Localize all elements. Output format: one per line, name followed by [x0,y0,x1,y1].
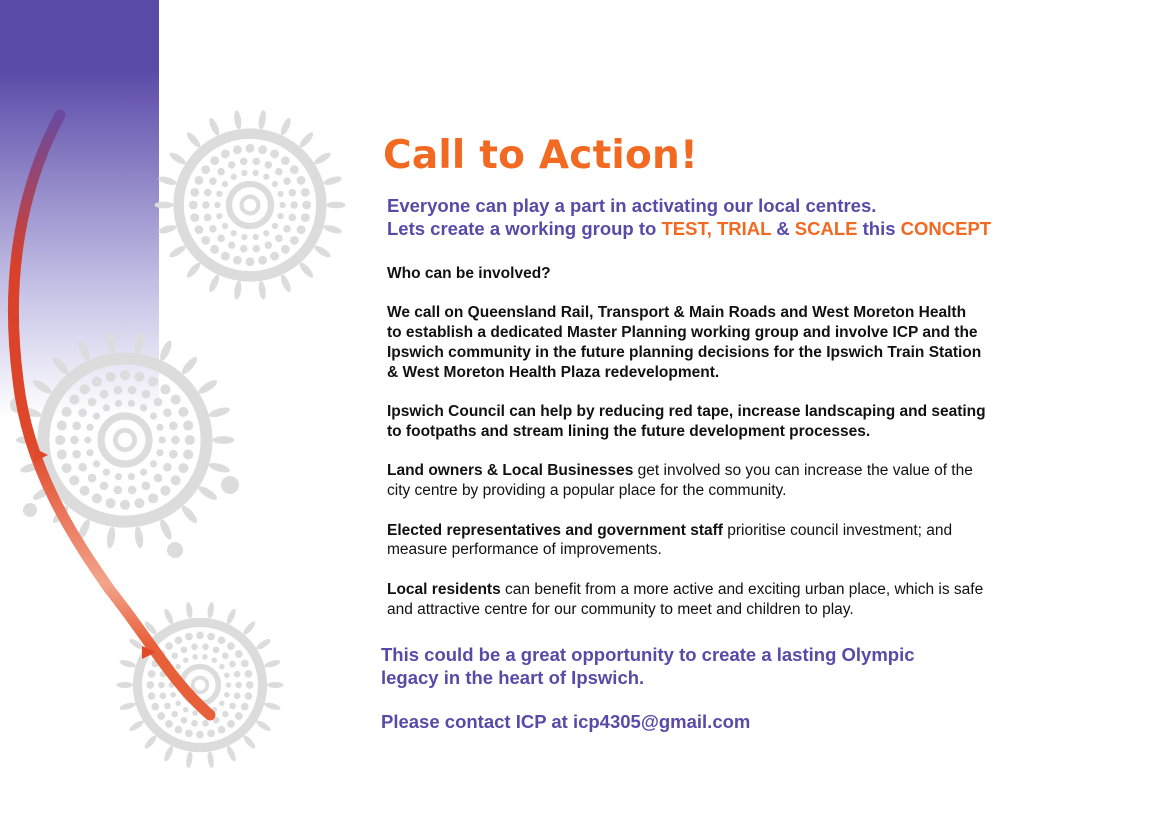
residents-line-2: and attractive centre for our community to meet and children to play. [387,600,854,618]
call-on-line: We call on Queensland Rail, Transport & Main Roads and West Moreton Health [387,304,967,322]
residents-paragraph [387,580,1107,620]
call-to-action-content [381,132,1107,733]
closing-line-1: This could be a great opportunity to create a lasting Olympic [381,644,915,666]
elected-line-2: measure performance of improvements. [387,541,662,559]
council-line: to footpaths and stream lining the future development processes. [387,422,871,440]
residents-lead: Local residents [387,580,501,598]
highlight-test: TEST, [661,218,712,239]
decor-dot [167,542,183,558]
council-paragraph [387,402,1107,442]
residents-rest: can benefit from a more active and exciting urban place, which is safe [500,580,984,598]
elected-line-1 [387,521,1107,541]
intro-line-2 [387,217,1107,240]
contact-line: Please contact ICP at icp4305@gmail.com [381,711,751,733]
call-on-line: to establish a dedicated Master Planning working group and involve ICP and the [387,324,978,342]
decor-dot [23,503,37,517]
call-on-line: & West Moreton Health Plaza redevelopment. [387,363,720,381]
call-on-paragraph [387,303,1107,382]
landowners-line-1 [387,461,1107,481]
landowners-line-2: city centre by providing a popular place for the community. [387,482,787,500]
closing-statement [381,643,1107,689]
page-title: Call to Action! [383,133,698,178]
ampersand: & [776,218,790,239]
call-on-line: Ipswich community in the future planning decisions for the Ipswich Train Station [387,343,982,361]
landowners-lead: Land owners & Local Businesses [387,462,634,480]
decorative-dot-art [0,0,400,816]
highlight-trial: TRIAL [716,218,772,239]
elected-paragraph [387,521,1107,561]
residents-line-1 [387,580,1107,600]
body-text [387,264,1107,619]
highlight-scale: SCALE [794,218,858,239]
question-heading: Who can be involved? [387,265,551,282]
landowners-paragraph [387,461,1107,501]
council-line: Ipswich Council can help by reducing red tape, increase landscaping and seating [387,403,986,421]
landowners-rest: get involved so you can increase the value of the [633,462,973,480]
elected-lead: Elected representatives and government staff [387,521,723,539]
intro-line-2-prefix: Lets create a working group to [387,218,662,239]
elected-rest: prioritise council investment; and [722,521,953,539]
highlight-concept: CONCEPT [900,218,992,239]
dot-medallion [154,110,345,300]
intro-line-1: Everyone can play a part in activating our local centres. [387,195,877,216]
decor-dot [221,476,239,494]
intro-statement [387,194,1107,240]
closing-line-2: legacy in the heart of Ipswich. [381,667,645,689]
this-word: this [862,218,896,239]
